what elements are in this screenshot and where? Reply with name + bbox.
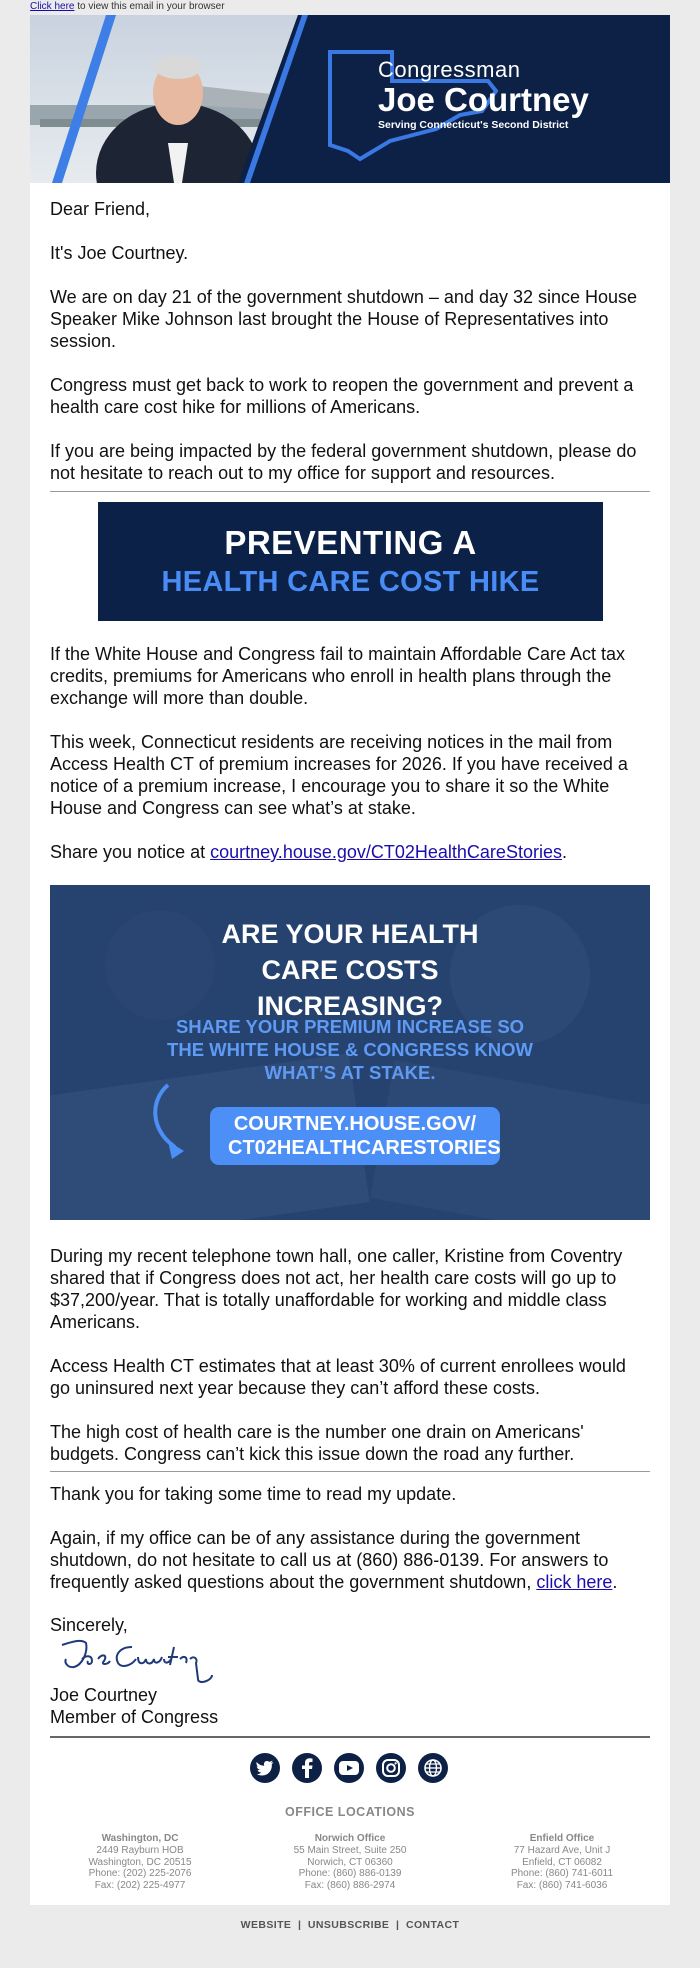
costs-increasing-graphic[interactable] — [50, 885, 650, 1220]
footer-links — [0, 1919, 700, 1931]
assistance-suffix: . — [612, 1572, 618, 1592]
email-card — [30, 15, 670, 1905]
greeting: Dear Friend, — [50, 199, 151, 219]
header-banner — [30, 15, 670, 183]
intro-paragraph: It's Joe Courtney. — [50, 243, 189, 263]
footer-separator: | — [297, 1919, 302, 1931]
preheader — [30, 1, 225, 12]
office-locations-heading: OFFICE LOCATIONS — [285, 1805, 415, 1819]
website-link[interactable]: WEBSITE — [240, 1919, 292, 1931]
office-phone: Phone: (860) 741-6011 — [510, 1868, 614, 1880]
cost-hike-graphic — [98, 502, 603, 621]
office-phone: Phone: (860) 886-0139 — [298, 1868, 402, 1880]
congress-paragraph: Congress must get back to work to reopen the government and prevent a health care cost hike for millions of Americans. — [50, 375, 634, 417]
costs-url-button[interactable]: COURTNEY.HOUSE.GOV/ CT02HEALTHCARESTORIES — [210, 1107, 500, 1165]
office-title: Enfield Office — [529, 1833, 595, 1844]
office-title: Washington, DC — [101, 1833, 179, 1844]
office-title: Norwich Office — [314, 1833, 386, 1844]
header-name: Joe Courtney — [378, 81, 589, 118]
divider — [50, 1471, 650, 1472]
office-norwich — [250, 1833, 450, 1892]
drain-paragraph: The high cost of health care is the number one drain on Americans' budgets. Congress can’t kick this issue down the road any further. — [50, 1422, 584, 1464]
office-city: Norwich, CT 06360 — [307, 1856, 393, 1868]
share-suffix: . — [561, 842, 567, 862]
assistance-text: Again, if my office can be of any assistance during the government shutdown, do not hesitate to call us at (860) 886-0139. For answers to frequently asked questions about the government shutdown, — [50, 1528, 609, 1592]
share-prefix: Share you notice at — [50, 842, 211, 862]
signer-name: Joe Courtney — [50, 1685, 158, 1705]
instagram-icon[interactable] — [376, 1753, 406, 1783]
twitter-icon[interactable] — [250, 1753, 280, 1783]
office-enfield — [462, 1833, 662, 1892]
uninsured-paragraph: Access Health CT estimates that at least 30% of current enrollees would go uninsured next year because they can’t afford these costs. — [50, 1356, 626, 1398]
signer-title: Member of Congress — [50, 1707, 219, 1727]
contact-link[interactable]: CONTACT — [405, 1919, 460, 1931]
costs-share-text: SHARE YOUR PREMIUM INCREASE SO THE WHITE HOUSE & CONGRESS KNOW WHAT’S AT STAKE. — [167, 1016, 533, 1083]
assistance-paragraph — [50, 1527, 650, 1593]
share-paragraph — [50, 841, 650, 863]
header-tagline: Serving Connecticut's Second District — [378, 119, 569, 131]
impacted-paragraph: If you are being impacted by the federal government shutdown, please do not hesitate to reach out to my office for support and resources. — [50, 441, 637, 483]
website-icon[interactable] — [418, 1753, 448, 1783]
view-in-browser-link[interactable]: Click here — [30, 1, 75, 12]
thank-you-paragraph: Thank you for taking some time to read my update. — [50, 1484, 457, 1504]
divider — [50, 491, 650, 492]
facebook-icon[interactable] — [292, 1753, 322, 1783]
office-fax: Fax: (860) 741-6036 — [516, 1880, 608, 1892]
office-address: 77 Hazard Ave, Unit J — [513, 1844, 611, 1856]
office-washington — [40, 1833, 240, 1892]
header-title — [378, 57, 589, 131]
youtube-icon[interactable] — [334, 1753, 364, 1783]
preheader-text: to view this email in your browser — [74, 1, 225, 12]
faq-click-here-link[interactable]: click here — [536, 1572, 613, 1592]
closing: Sincerely, — [50, 1615, 128, 1635]
shutdown-paragraph: We are on day 21 of the government shutdown – and day 32 since House Speaker Mike Johnson last brought the House of Representatives into session. — [50, 287, 638, 351]
unsubscribe-link[interactable]: UNSUBSCRIBE — [307, 1919, 390, 1931]
town-hall-paragraph: During my recent telephone town hall, one caller, Kristine from Coventry shared that if Congress does not act, her health care costs will go up to $37,200/year. That is totally unaffordable for working and middle class Americans. — [50, 1246, 623, 1332]
office-address: 2449 Rayburn HOB — [96, 1844, 184, 1856]
health-care-stories-link[interactable]: courtney.house.gov/CT02HealthCareStories — [210, 842, 562, 862]
cost-hike-line1: PREVENTING A — [224, 524, 477, 561]
cost-hike-line2: HEALTH CARE COST HIKE — [161, 566, 540, 598]
office-fax: Fax: (860) 886-2974 — [304, 1880, 396, 1892]
office-fax: Fax: (202) 225-4977 — [94, 1880, 186, 1892]
costs-question: ARE YOUR HEALTH CARE COSTS INCREASING? — [221, 919, 479, 1021]
footer-separator: | — [395, 1919, 400, 1931]
footer-divider — [50, 1736, 650, 1738]
office-city: Washington, DC 20515 — [88, 1856, 192, 1868]
header-congressman: Congressman — [378, 57, 521, 82]
office-phone: Phone: (202) 225-2076 — [88, 1868, 192, 1880]
office-address: 55 Main Street, Suite 250 — [293, 1844, 407, 1856]
office-city: Enfield, CT 06082 — [522, 1856, 602, 1868]
aca-paragraph: If the White House and Congress fail to maintain Affordable Care Act tax credits, premiums for Americans who enroll in health plans through the exchange will more than double. — [50, 644, 625, 708]
notices-paragraph: This week, Connecticut residents are receiving notices in the mail from Access Health CT of premium increases for 2026. If you have received a notice of a premium increase, I encourage you to share it so the White House and Congress can see what’s at stake. — [50, 732, 628, 818]
